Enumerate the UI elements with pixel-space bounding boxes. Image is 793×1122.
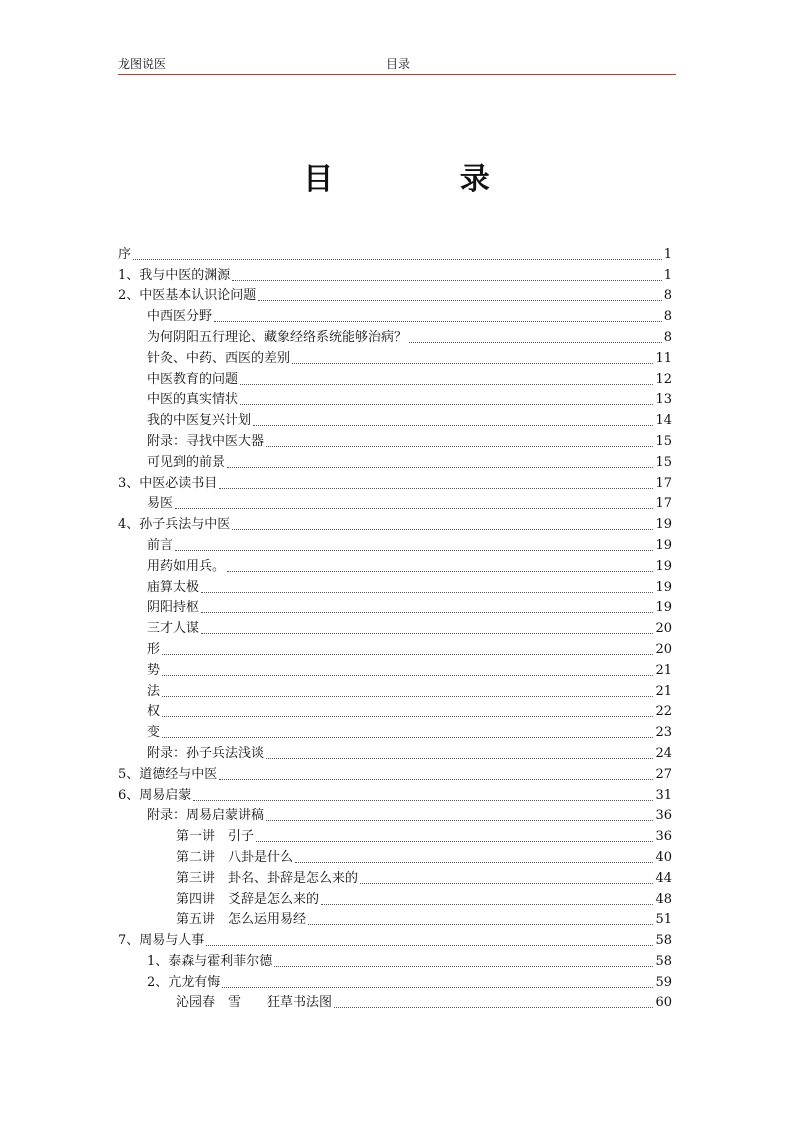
toc-page-number: 27 [655, 766, 672, 782]
toc-entry-label: 阴阳持枢 [147, 600, 200, 616]
toc-page-number: 58 [655, 953, 672, 969]
toc-entry[interactable] [118, 451, 672, 472]
toc-entry-label: 附录：周易启蒙讲稿 [147, 808, 265, 824]
toc-page-number: 19 [655, 600, 672, 616]
toc-dot-leader [409, 341, 662, 343]
toc-entry-label: 中西医分野 [147, 309, 213, 325]
toc-dot-leader [266, 445, 653, 447]
toc-entry-label: 沁园春 雪 狂草书法图 [176, 995, 333, 1011]
toc-dot-leader [227, 570, 653, 572]
toc-entry[interactable] [118, 347, 672, 368]
toc-dot-leader [266, 819, 653, 821]
toc-entry-label: 2、亢龙有悔 [147, 974, 221, 990]
toc-page-number: 20 [655, 621, 672, 637]
page-title: 目 录 [303, 162, 548, 197]
toc-dot-leader [175, 549, 653, 551]
toc-dot-leader [258, 299, 661, 301]
toc-dot-leader [227, 466, 653, 468]
toc-entry[interactable] [118, 763, 672, 784]
toc-entry-label: 附录：寻找中医大器 [147, 433, 265, 449]
toc-page-number: 23 [655, 725, 672, 741]
toc-entry-label: 为何阴阳五行理论、藏象经络系统能够治病？ [147, 329, 408, 345]
toc-entry[interactable] [118, 617, 672, 638]
toc-dot-leader [240, 403, 653, 405]
toc-entry-label: 庙算太极 [147, 579, 200, 595]
toc-entry[interactable] [118, 513, 672, 534]
toc-page-number: 19 [655, 517, 672, 533]
toc-entry[interactable] [118, 909, 672, 930]
toc-page-number: 44 [655, 870, 672, 886]
toc-dot-leader [162, 674, 653, 676]
toc-page-number: 21 [655, 662, 672, 678]
toc-dot-leader [219, 778, 653, 780]
toc-page-number: 11 [655, 350, 672, 366]
toc-entry[interactable] [118, 430, 672, 451]
toc-dot-leader [133, 258, 662, 260]
toc-page-number: 36 [655, 829, 672, 845]
toc-entry[interactable] [118, 950, 672, 971]
toc-page-number: 15 [655, 433, 672, 449]
toc-dot-leader [232, 279, 661, 281]
toc-entry-label: 可见到的前景 [147, 454, 226, 470]
toc-page-number: 60 [655, 995, 672, 1011]
toc-page-number: 59 [655, 974, 672, 990]
toc-page-number: 51 [655, 912, 672, 928]
toc-entry[interactable] [118, 409, 672, 430]
toc-dot-leader [201, 611, 653, 613]
toc-entry-label: 5、道德经与中医 [118, 766, 218, 782]
toc-page-number: 8 [663, 309, 672, 325]
toc-dot-leader [253, 424, 653, 426]
toc-dot-leader [162, 653, 653, 655]
toc-entry[interactable] [118, 929, 672, 950]
toc-entry[interactable] [118, 534, 672, 555]
toc-entry[interactable] [118, 701, 672, 722]
toc-entry[interactable] [118, 867, 672, 888]
toc-entry-label: 法 [147, 683, 161, 699]
toc-dot-leader [240, 383, 653, 385]
toc-dot-leader [162, 715, 653, 717]
toc-entry[interactable] [118, 742, 672, 763]
toc-page-number: 36 [655, 808, 672, 824]
toc-page-number: 12 [655, 371, 672, 387]
toc-dot-leader [162, 695, 653, 697]
toc-entry[interactable] [118, 846, 672, 867]
toc-entry-label: 序 [118, 246, 132, 262]
toc-entry[interactable] [118, 597, 672, 618]
toc-entry[interactable] [118, 243, 672, 264]
toc-dot-leader [274, 965, 653, 967]
toc-entry[interactable] [118, 825, 672, 846]
toc-page-number: 17 [655, 496, 672, 512]
toc-entry[interactable] [118, 285, 672, 306]
header-book-title: 龙图说医 [118, 57, 167, 71]
toc-entry[interactable] [118, 721, 672, 742]
toc-page-number: 1 [663, 246, 672, 262]
running-header [118, 56, 676, 75]
toc-entry[interactable] [118, 659, 672, 680]
toc-entry[interactable] [118, 389, 672, 410]
toc-entry[interactable] [118, 326, 672, 347]
toc-dot-leader [214, 320, 662, 322]
toc-entry-label: 针灸、中药、西医的差别 [147, 350, 291, 366]
toc-entry[interactable] [118, 888, 672, 909]
toc-entry-label: 3、中医必读书目 [118, 475, 218, 491]
toc-page-number: 48 [655, 891, 672, 907]
toc-entry[interactable] [118, 472, 672, 493]
toc-entry[interactable] [118, 805, 672, 826]
toc-entry-label: 7、周易与人事 [118, 933, 205, 949]
toc-entry-label: 易医 [147, 496, 174, 512]
toc-entry-label: 6、周易启蒙 [118, 787, 192, 803]
toc-entry-label: 中医的真实情状 [147, 392, 239, 408]
toc-page-number: 13 [655, 392, 672, 408]
toc-page-number: 19 [655, 537, 672, 553]
toc-page-number: 22 [655, 704, 672, 720]
toc-entry[interactable] [118, 784, 672, 805]
toc-dot-leader [201, 632, 653, 634]
toc-page-number: 8 [663, 329, 672, 345]
toc-page-number: 19 [655, 579, 672, 595]
toc-dot-leader [175, 507, 653, 509]
toc-entry[interactable] [118, 576, 672, 597]
toc-entry-label: 中医教育的问题 [147, 371, 239, 387]
toc-page-number: 20 [655, 641, 672, 657]
toc-entry-label: 三才人谋 [147, 621, 200, 637]
toc-dot-leader [206, 944, 653, 946]
toc-entry[interactable] [118, 992, 672, 1013]
toc-entry-label: 第三讲 卦名、卦辞是怎么来的 [176, 870, 359, 886]
toc-entry[interactable] [118, 305, 672, 326]
toc-entry-label: 1、我与中医的渊源 [118, 267, 231, 283]
toc-entry[interactable] [118, 680, 672, 701]
toc-dot-leader [321, 903, 653, 905]
table-of-contents [118, 243, 672, 1012]
toc-entry-label: 形 [147, 641, 161, 657]
toc-dot-leader [308, 923, 653, 925]
toc-dot-leader [266, 757, 653, 759]
toc-entry-label: 势 [147, 662, 161, 678]
toc-entry[interactable] [118, 493, 672, 514]
toc-dot-leader [292, 362, 653, 364]
toc-entry-label: 我的中医复兴计划 [147, 413, 252, 429]
toc-dot-leader [219, 487, 653, 489]
toc-page-number: 40 [655, 849, 672, 865]
toc-entry-label: 附录：孙子兵法浅谈 [147, 745, 265, 761]
toc-entry[interactable] [118, 368, 672, 389]
toc-dot-leader [360, 882, 653, 884]
toc-dot-leader [193, 799, 653, 801]
toc-page-number: 8 [663, 288, 672, 304]
toc-dot-leader [162, 736, 653, 738]
toc-page-number: 58 [655, 933, 672, 949]
toc-dot-leader [295, 861, 653, 863]
toc-page-number: 15 [655, 454, 672, 470]
toc-entry[interactable] [118, 638, 672, 659]
toc-page-number: 24 [655, 745, 672, 761]
toc-entry[interactable] [118, 555, 672, 576]
toc-page-number: 21 [655, 683, 672, 699]
toc-entry[interactable] [118, 971, 672, 992]
toc-entry-label: 变 [147, 725, 161, 741]
toc-page-number: 19 [655, 558, 672, 574]
toc-entry-label: 用药如用兵。 [147, 558, 226, 574]
toc-dot-leader [334, 1006, 653, 1008]
toc-entry-label: 第一讲 引子 [176, 829, 255, 845]
toc-entry-label: 第五讲 怎么运用易经 [176, 912, 307, 928]
toc-entry-label: 2、中医基本认识论问题 [118, 288, 257, 304]
toc-entry[interactable] [118, 264, 672, 285]
toc-dot-leader [201, 591, 653, 593]
toc-page-number: 1 [663, 267, 672, 283]
toc-entry-label: 1、泰森与霍利菲尔德 [147, 953, 273, 969]
toc-entry-label: 第四讲 爻辞是怎么来的 [176, 891, 320, 907]
header-section-title: 目录 [386, 57, 411, 71]
toc-entry-label: 前言 [147, 537, 174, 553]
toc-page-number: 31 [655, 787, 672, 803]
toc-entry-label: 第二讲 八卦是什么 [176, 849, 294, 865]
toc-entry-label: 权 [147, 704, 161, 720]
toc-dot-leader [222, 986, 653, 988]
toc-page-number: 17 [655, 475, 672, 491]
toc-entry-label: 4、孙子兵法与中医 [118, 517, 231, 533]
toc-dot-leader [232, 528, 653, 530]
toc-dot-leader [256, 840, 653, 842]
toc-page-number: 14 [655, 413, 672, 429]
